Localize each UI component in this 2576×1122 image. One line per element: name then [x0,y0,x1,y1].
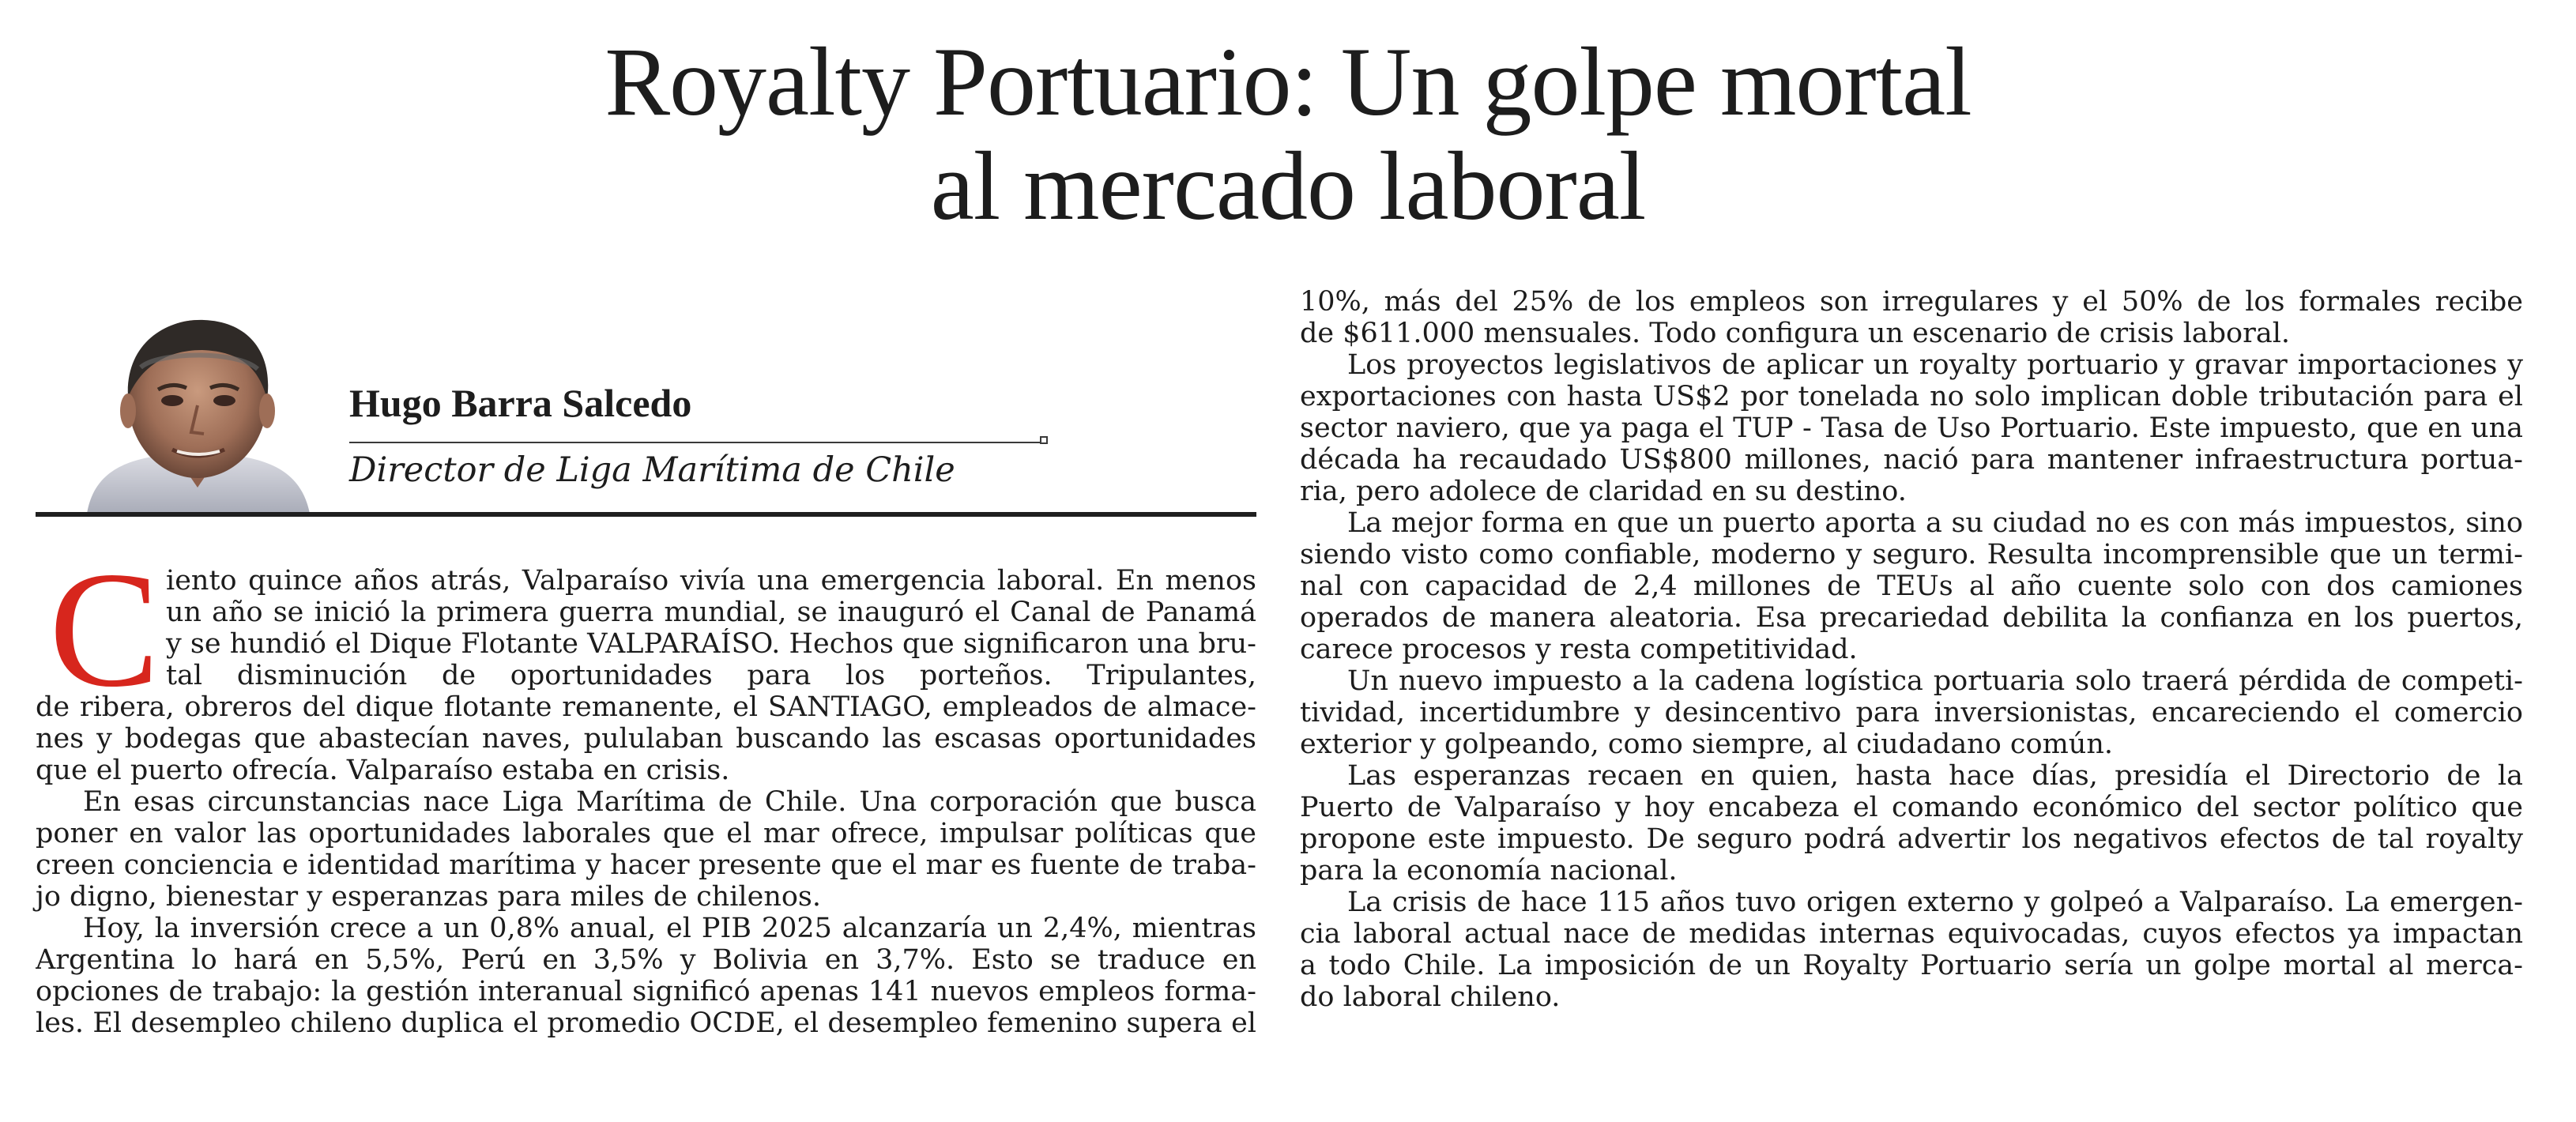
author-rule-end [1040,436,1048,444]
text-line: y se hundió el Dique Flotante VALPARAÍSO. Hechos que significaron una bru- [166,628,1256,660]
text-line: operados de manera aleatoria. Esa precariedad debilita la confianza en los puertos, [1300,602,2523,634]
headline-line-1: Royalty Portuario: Un golpe mortal [604,28,1972,136]
author-name: Hugo Barra Salcedo [349,381,692,425]
text-line: Hoy, la inversión crece a un 0,8% anual, el PIB 2025 alcanzaría un 2,4%, mientras [83,913,1256,944]
text-line: carece procesos y resta competitividad. [1300,634,1858,665]
text-line: de $611.000 mensuales. Todo configura un escenario de crisis laboral. [1300,318,2291,349]
text-line: En esas circunstancias nace Liga Marítima de Chile. Una corporación que busca [83,786,1256,818]
text-line: de ribera, obreros del dique flotante remanente, el SANTIAGO, empleados de almace- [36,691,1256,723]
text-line: propone este impuesto. De seguro podrá advertir los negativos efectos de tal royalty [1300,823,2523,855]
text-line: Las esperanzas recaen en quien, hasta hace días, presidía el Directorio de la [1347,760,2523,792]
text-line: poner en valor las oportunidades laborales que el mar ofrece, impulsar políticas que [36,818,1256,849]
text-line: do laboral chileno. [1300,981,1561,1013]
text-line: un año se inició la primera guerra mundial, se inauguró el Canal de Panamá [166,597,1256,628]
text-line: tividad, incertidumbre y desincentivo para inversionistas, encareciendo el comercio [1300,697,2523,729]
text-line: siendo visto como confiable, moderno y seguro. Resulta incomprensible que un termi- [1300,539,2523,570]
text-line: para la economía nacional. [1300,855,1678,887]
author-photo [79,304,316,514]
text-line: opciones de trabajo: la gestión interanual significó apenas 141 nuevos empleos forma- [36,976,1256,1007]
headline-line-2: al mercado laboral [930,132,1646,240]
text-line: creen conciencia e identidad marítima y hacer presente que el mar es fuente de traba- [36,849,1256,881]
text-line: Argentina lo hará en 5,5%, Perú en 3,5% y Bolivia en 3,7%. Esto se traduce en [36,944,1256,976]
text-line: nes y bodegas que abastecían naves, pululaban buscando las escasas oportunidades [36,723,1256,755]
body-column-left [36,565,1256,1039]
text-line: exterior y golpeando, como siempre, al ciudadano común. [1300,729,2113,760]
text-line: que el puerto ofrecía. Valparaíso estaba en crisis. [36,755,730,786]
text-line: Puerto de Valparaíso y hoy encabeza el comando económico del sector político que [1300,792,2523,823]
text-line: La crisis de hace 115 años tuvo origen externo y golpeó a Valparaíso. La emergen- [1347,887,2523,918]
author-rule [349,442,1041,443]
body-column-right [1300,286,2523,1013]
text-line: década ha recaudado US$800 millones, nació para mantener infraestructura portua- [1300,444,2523,476]
text-line: exportaciones con hasta US$2 por tonelada no solo implican doble tributación para el [1300,381,2523,412]
text-line: nal con capacidad de 2,4 millones de TEUs al año cuente solo con dos camiones [1300,570,2523,602]
text-line: tal disminución de oportunidades para los porteños. Tripulantes, [166,660,1256,691]
headline [0,30,2576,239]
text-line: a todo Chile. La imposición de un Royalty Portuario sería un golpe mortal al merca- [1300,950,2523,981]
drop-cap: C [49,538,160,721]
text-line: 10%, más del 25% de los empleos son irregulares y el 50% de los formales recibe [1300,286,2523,318]
text-line: iento quince años atrás, Valparaíso vivía una emergencia laboral. En menos [166,565,1256,597]
text-line: sector naviero, que ya paga el TUP - Tasa de Uso Portuario. Este impuesto, que en una [1300,412,2523,444]
text-line: ria, pero adolece de claridad en su destino. [1300,476,1907,507]
text-line: cia laboral actual nace de medidas internas equivocadas, cuyos efectos ya impactan [1300,918,2523,950]
text-line: La mejor forma en que un puerto aporta a su ciudad no es con más impuestos, sino [1347,507,2523,539]
text-line: jo digno, bienestar y esperanzas para miles de chilenos. [36,881,822,913]
text-line: Un nuevo impuesto a la cadena logística portuaria solo traerá pérdida de competi- [1347,665,2523,697]
author-divider [36,512,1256,517]
text-line: les. El desempleo chileno duplica el promedio OCDE, el desempleo femenino supera el [36,1007,1256,1039]
author-role: Director de Liga Marítima de Chile [349,450,955,490]
text-line: Los proyectos legislativos de aplicar un royalty portuario y gravar importaciones y [1347,349,2523,381]
